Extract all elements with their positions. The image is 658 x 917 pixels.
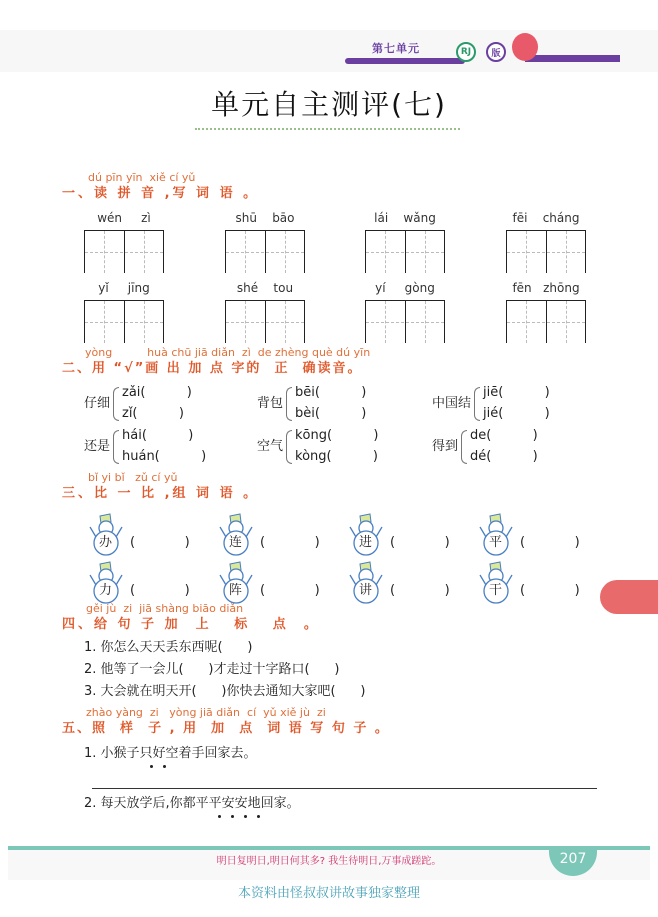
s3-title: 三、比 一 比 ,组 词 语 。 [62,486,260,501]
side-tab-mascot-icon [600,580,658,614]
answer-blank[interactable]: ( ) [130,535,190,550]
emphasis-dots [150,765,180,769]
snowman-char: 讲 [359,583,373,598]
option-b[interactable]: dé( ) [470,449,538,464]
brace [474,387,480,421]
s5-sentence-2: 2. 每天放学后,你都平平安安地回家。 [84,796,300,811]
writing-grid[interactable] [365,230,445,273]
answer-line-1[interactable] [92,788,597,789]
emphasis-dots [218,815,278,819]
s3-pinyin: bǐ yi bǐ zǔ cí yǔ [88,471,178,484]
item-word: 得到 [432,439,459,454]
credit-text: 本资料由怪叔叔讲故事独家整理 [237,886,420,901]
snowman-char: 平 [489,535,503,550]
item-word: 仔细 [84,396,111,411]
unit-label: 第七单元 [372,42,420,55]
edition-badge: 版 [486,42,506,62]
page-number: 207 [549,846,597,876]
snowman-char: 力 [99,583,113,598]
item-word: 空气 [257,439,284,454]
word-pinyin: lái wǎng [374,211,436,225]
writing-grid[interactable] [365,300,445,343]
s4-pinyin: gěi jù zi jiā shàng biāo diǎn [86,602,244,615]
writing-grid[interactable] [506,300,586,343]
option-a[interactable]: kōng( ) [295,428,379,443]
answer-blank[interactable]: ( ) [260,583,320,598]
option-b[interactable]: bèi( ) [295,406,367,421]
option-a[interactable]: hái( ) [122,428,194,443]
rj-badge: RJ [456,42,476,62]
writing-grid[interactable] [506,230,586,273]
s4-sentence-3: 3. 大会就在明天开( )你快去通知大家吧( ) [84,684,366,699]
option-a[interactable]: zǎi( ) [122,385,192,400]
cartoon-girl-icon [512,33,538,61]
brace [113,387,119,421]
header-band [0,30,658,72]
answer-blank[interactable]: ( ) [390,583,450,598]
option-b[interactable]: jié( ) [483,406,550,421]
snowman-char: 阵 [229,583,243,598]
answer-blank[interactable]: ( ) [260,535,320,550]
writing-grid[interactable] [225,230,305,273]
option-b[interactable]: kòng( ) [295,449,378,464]
answer-blank[interactable]: ( ) [520,535,580,550]
word-pinyin: yí gòng [375,281,435,295]
s5-sentence-1: 1. 小猴子只好空着手回家去。 [84,746,257,761]
s1-pinyin: dú pīn yīn xiě cí yǔ [88,171,196,184]
word-pinyin: fēi cháng [512,211,580,225]
word-pinyin: yǐ jīng [98,281,150,295]
s1-title: 一、读 拼 音 ,写 词 语 。 [62,186,260,201]
option-a[interactable]: de( ) [470,428,538,443]
writing-grid[interactable] [84,230,164,273]
word-pinyin: wén zì [97,211,151,225]
option-a[interactable]: jiē( ) [483,385,550,400]
footer-motto: 明日复明日,明日何其多? 我生待明日,万事成蹉跎。 [216,856,442,867]
s2-pinyin: yòng huà chū jiā diǎn zì de zhèng què dú yīn [85,346,371,359]
s4-sentence-2: 2. 他等了一会儿( )才走过十字路口( ) [84,662,340,677]
s5-pinyin: zhào yàng zi yòng jiā diǎn cí yǔ xiě jù zi [86,706,326,719]
snowman-char: 进 [359,535,373,550]
option-b[interactable]: zǐ( ) [122,406,184,421]
word-pinyin: shé tou [236,281,294,295]
writing-grid[interactable] [84,300,164,343]
answer-blank[interactable]: ( ) [130,583,190,598]
unit-bar-right [525,55,620,62]
item-word: 中国结 [432,396,472,411]
brace [461,430,467,464]
brace [286,387,292,421]
answer-blank[interactable]: ( ) [390,535,450,550]
s4-title: 四、给 句 子 加 上 标 点 。 [62,617,320,632]
word-pinyin: shū bāo [235,211,295,225]
snowman-char: 干 [489,583,503,598]
unit-bar [345,58,465,64]
writing-grid[interactable] [225,300,305,343]
snowman-char: 连 [229,535,243,550]
page-title: 单元自主测评(七) [211,88,447,121]
word-pinyin: fēn zhōng [512,281,580,295]
s4-sentence-1: 1. 你怎么天天丢东西呢( ) [84,640,253,655]
s2-title: 二、用 “√”画 出 加 点 字的 正 确读音。 [62,361,363,376]
brace [286,430,292,464]
snowman-char: 办 [99,535,113,550]
answer-blank[interactable]: ( ) [520,583,580,598]
title-underline [195,128,460,132]
item-word: 还是 [84,439,111,454]
option-a[interactable]: bēi( ) [295,385,367,400]
brace [113,430,119,464]
s5-title: 五、照 样 子 , 用 加 点 词 语 写 句 子 。 [62,721,390,736]
option-b[interactable]: huán( ) [122,449,207,464]
item-word: 背包 [257,396,284,411]
